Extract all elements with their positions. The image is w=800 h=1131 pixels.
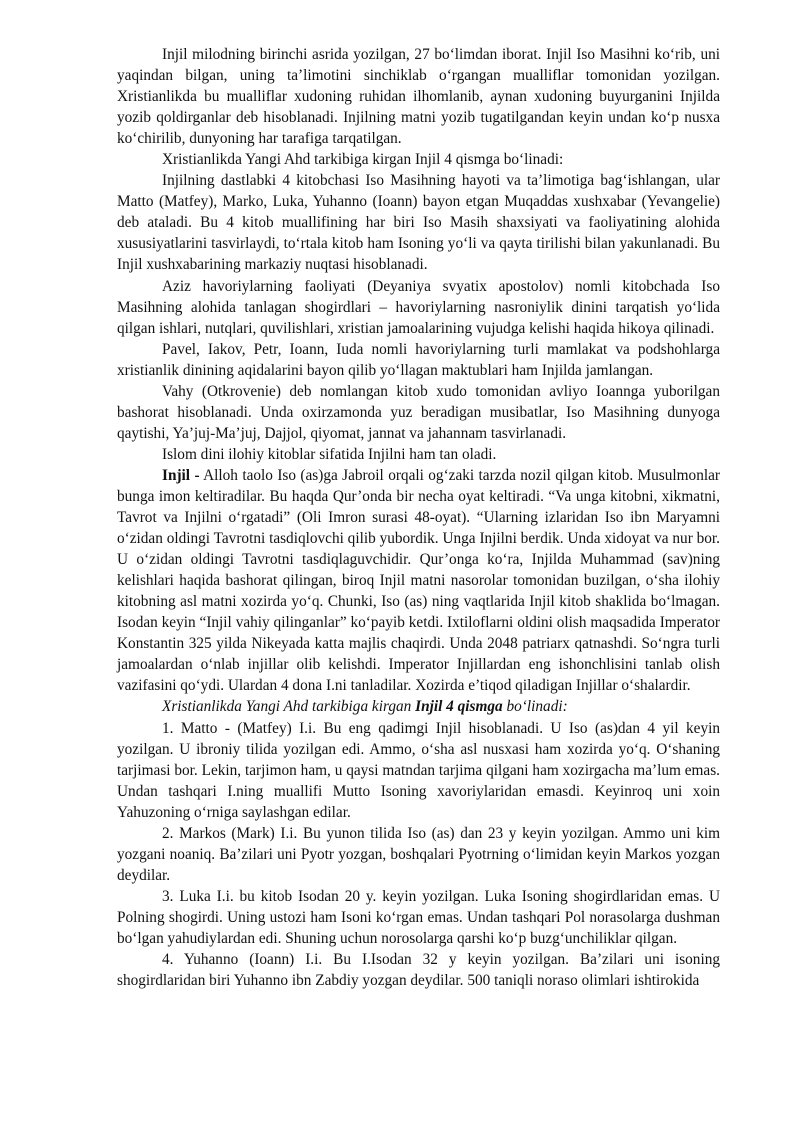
heading-emphasis: Injil 4 qismga	[415, 698, 503, 716]
paragraph-acts: Aziz havoriylarning faoliyati (Deyaniya svyatix apostolov) nomli kitobchada Iso Masihning alohida tanlagan shogirdlari – havoriylarning nasroniylik dinini tarqatish yo‘lida qilgan ishlari, nutqlari, quvilishlari, xristian jamoalarining vujudga kelishi haqida hikoya qilinadi.	[117, 277, 720, 337]
paragraph-injil-definition	[117, 465, 720, 697]
paragraph-four-parts-intro: Xristianlikda Yangi Ahd tarkibiga kirgan Injil 4 qismga bo‘linadi:	[162, 151, 564, 169]
paragraph-matthew: 1. Matto - (Matfey) I.i. Bu eng qadimgi Injil hisoblanadi. U Iso (as)dan 4 yil keyin yozilgan. U ibroniy tilida yozilgan edi. Ammo, o‘sha asl nusxasi ham xozirda yo‘q. O‘shaning tarjimasi bor. Lekin, tarjimon ham, u qaysi matndan tarjima qilgani ham xozirgacha ma’lum emas. Undan tashqari I.ning muallifi Mutto Isoning xavoriylaridan emasdi. Keyinroq uni xoin Yahuzoning o‘rniga saylashgan edilar.	[117, 719, 720, 821]
term-injil: Injil -	[162, 466, 200, 484]
paragraph-epistles: Pavel, Iakov, Petr, Ioann, Iuda nomli havoriylarning turli mamlakat va podshohlarga xristianlik dinining aqidalarini bayon qilib yo‘llagan maktublari ham Injilda jamlangan.	[117, 340, 720, 379]
paragraph-revelation: Vahy (Otkrovenie) deb nomlangan kitob xudo tomonidan avliyo Ioannga yuborilgan bashorat hisoblanadi. Unda oxirzamonda yuz beradigan musibatlar, Iso Masihning dunyoga qaytishi, Ya’juj-Ma’juj, Dajjol, qiyomat, jannat va jahannam tasvirlanadi.	[117, 382, 720, 442]
paragraph-gospels: Injilning dastlabki 4 kitobchasi Iso Masihning hayoti va ta’limotiga bag‘ishlangan, ular Matto (Matfey), Marko, Luka, Yuhanno (Ioann) bayon etgan Muqaddas xushxabar (Yevangelie) deb ataladi. Bu 4 kitob muallifining har biri Iso Masih shaxsiyati va faoliyatining alohida xususiyatlarini tasvirlaydi, to‘rtala kitob ham Isoning yo‘li va qayta tirilishi bilan yakunlanadi. Bu Injil xushxabarining markaziy nuqtasi hisoblanadi.	[117, 172, 720, 274]
paragraph-injil-origin: Injil milodning birinchi asrida yozilgan, 27 bo‘limdan iborat. Injil Iso Masihni ko‘rib, uni yaqindan bilgan, uning ta’limotini sinchiklab o‘rgangan mualliflar tomonidan yozilgan. Xristianlikda bu mualliflar xudoning ruhidan ilhomlanib, aynan xudoning buyurganini Injilda yozib qoldirganlar deb hisoblanadi. Injilning matni yozib tugatilgandan keyin undan ko‘p nusxa ko‘chirilib, dunyoning har tarafiga tarqatilgan.	[117, 46, 720, 148]
paragraph-mark: 2. Markos (Mark) I.i. Bu yunon tilida Iso (as) dan 23 y keyin yozilgan. Ammo uni kim yozgani noaniq. Ba’zilari uni Pyotr yozgan, boshqalari Pyotrning o‘limidan keyin Markos yozgan deydilar.	[117, 824, 720, 884]
paragraph-islam-view: Islom dini ilohiy kitoblar sifatida Injilni ham tan oladi.	[162, 445, 497, 463]
paragraph-john: 4. Yuhanno (Ioann) I.i. Bu I.Isodan 32 y keyin yozilgan. Ba’zilari uni isoning shogirdlaridan biri Yuhanno ibn Zabdiy yozgan deydilar. 500 taniqli noraso olimlari ishtirokida	[117, 951, 720, 990]
heading-text-before: Xristianlikda Yangi Ahd tarkibiga kirgan	[162, 698, 416, 716]
paragraph-luke: 3. Luka I.i. bu kitob Isodan 20 y. keyin yozilgan. Luka Isoning shogirdlaridan emas. U Polning shogirdi. Uning ustozi ham Isoni ko‘rgan emas. Undan tashqari Pol norasolarga dushman bo‘lgan yahudiylardan edi. Shuning uchun norosolarga qarshi ko‘p buzg‘unchiliklar qilgan.	[117, 887, 720, 947]
paragraph-four-parts-heading	[117, 696, 720, 717]
heading-text-after: bo‘linadi:	[502, 698, 568, 716]
definition-text: Alloh taolo Iso (as)ga Jabroil orqali og‘zaki tarzda nozil qilgan kitob. Musulmonlar bunga imon keltiradilar. Bu haqda Qur’onda bir necha oyat keltiradi. “Va unga kitobni, xikmatni, Tavrot va Injilni o‘rgatadi” (Oli Imron surasi 48-oyat). “Ularning izlaridan Iso ibn Maryamni o‘zidan oldingi Tavrotni tasdiqlovchi qilib yubordik. Unga Injilni berdik. Unda xidoyat va nur bor. U o‘zidan oldingi Tavrotni tasdiqlaguvchidir. Qur’onga ko‘ra, Injilda Muhammad (sav)ning kelishlari haqida bashorat qilingan, biroq Injil matni nasorolar tomonidan buzilgan, o‘sha ilohiy kitobning asl matni xozirda yo‘q. Chunki, Iso (as) ning vaqtlarida Injil kitob shaklida bo‘lmagan. Isodan keyin “Injil vahiy qilinganlar” ko‘payib ketdi. Ixtiloflarni oldini olish maqsadida Imperator Konstantin 325 yilda Nikeyada katta majlis chaqirdi. Unda 2048 patriarx qatnashdi. So‘ngra turli jamoalardan o‘nlab injillar olib kelishdi. Imperator Injillardan eng ishonchlisini tanlab olish vazifasini qo‘ydi. Ulardan 4 dona I.ni tanladilar. Xozirda e’tiqod qiladigan Injillar o‘shalardir.	[117, 466, 720, 695]
